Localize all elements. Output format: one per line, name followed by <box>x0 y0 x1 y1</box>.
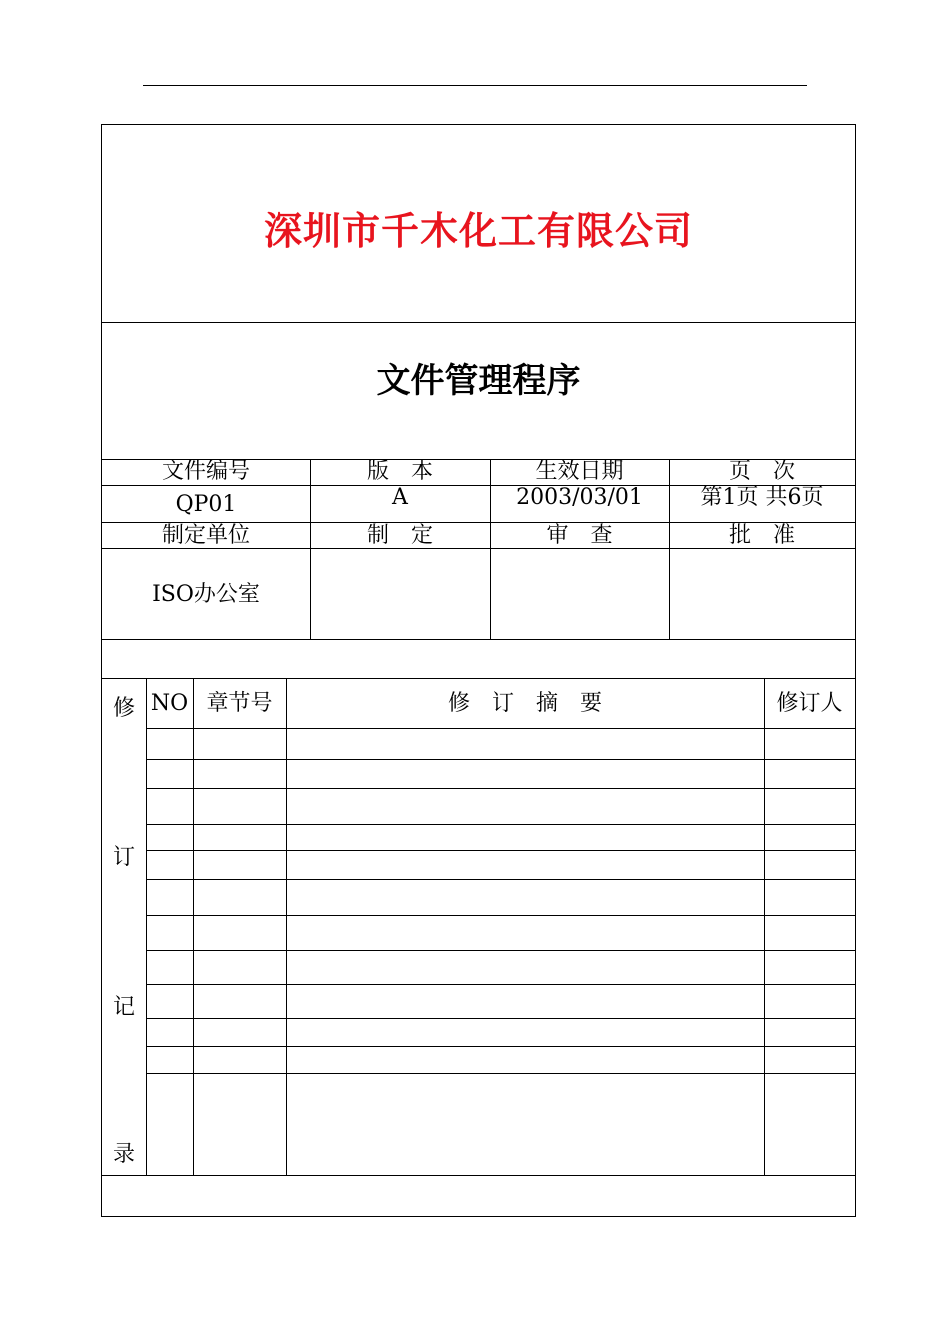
value-page: 第1页 共6页 <box>700 485 824 510</box>
table-row-line <box>146 1018 855 1019</box>
table-row-line <box>146 950 855 951</box>
header-doc-number: 文件编号 <box>161 459 250 484</box>
rev-side-label-char: 订 <box>112 845 135 870</box>
document-frame <box>101 124 856 1217</box>
table-row-line <box>146 824 855 825</box>
table-row-line <box>146 1046 855 1047</box>
header-prepared-by: 制 定 <box>366 523 433 548</box>
header-page: 页 次 <box>728 459 795 484</box>
rev-header-summary: 修 订 摘 要 <box>447 691 602 716</box>
header-approved-by: 批 准 <box>728 523 795 548</box>
rev-header-chapter: 章节号 <box>206 691 273 716</box>
header-effective-date: 生效日期 <box>535 459 624 484</box>
divider <box>146 678 147 1175</box>
divider <box>102 1175 855 1176</box>
value-prepared-unit: ISO办公室 <box>152 582 260 607</box>
divider <box>102 639 855 640</box>
rev-side-label-char: 记 <box>112 995 135 1020</box>
header-prepared-unit: 制定单位 <box>161 523 250 548</box>
document-title: 文件管理程序 <box>376 361 581 401</box>
table-row-line <box>146 1073 855 1074</box>
rev-side-label-char: 修 <box>112 696 135 721</box>
divider <box>193 678 194 1175</box>
value-effective-date: 2003/03/01 <box>516 485 643 510</box>
table-row-line <box>146 850 855 851</box>
header-version: 版 本 <box>366 459 433 484</box>
table-row-line <box>146 984 855 985</box>
table-row-line <box>146 788 855 789</box>
header-reviewed-by: 审 查 <box>546 523 613 548</box>
value-doc-number: QP01 <box>175 492 237 517</box>
divider <box>286 678 287 1175</box>
header-rule <box>143 85 807 86</box>
table-row-line <box>146 728 855 729</box>
rev-header-reviser: 修订人 <box>776 691 843 716</box>
table-row-line <box>146 915 855 916</box>
table-row-line <box>146 879 855 880</box>
rev-header-no: NO <box>150 691 189 716</box>
value-version: A <box>392 485 408 510</box>
table-row-line <box>146 759 855 760</box>
rev-side-label-char: 录 <box>112 1142 135 1167</box>
divider <box>764 678 765 1175</box>
divider <box>102 678 855 679</box>
divider <box>102 322 855 323</box>
company-name: 深圳市千木化工有限公司 <box>263 209 693 253</box>
